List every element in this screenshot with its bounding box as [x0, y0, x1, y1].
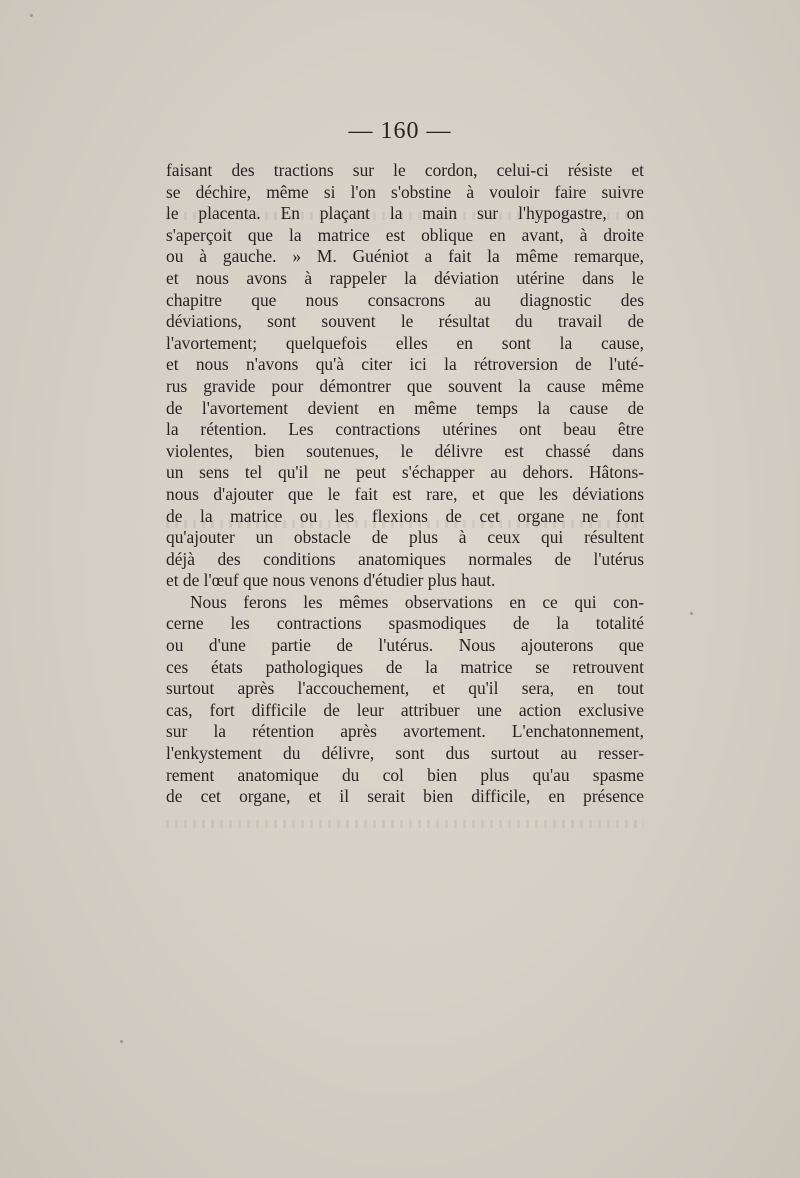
- text-line: et nous n'avons qu'à citer ici la rétroversion de l'uté-: [166, 354, 644, 375]
- paper-speck: [120, 1040, 123, 1043]
- text-line: ou à gauche. » M. Guéniot a fait la même remarque,: [166, 246, 644, 267]
- text-line: la rétention. Les contractions utérines ont beau être: [166, 419, 644, 440]
- text-line: déjà des conditions anatomiques normales de l'utérus: [166, 548, 644, 569]
- text-line: le placenta. En plaçant la main sur l'hypogastre, on: [166, 203, 644, 224]
- text-line: rement anatomique du col bien plus qu'au spasme: [166, 764, 644, 785]
- text-line: de cet organe, et il serait bien difficile, en présence: [166, 786, 644, 807]
- text-line: de l'avortement devient en même temps la cause de: [166, 397, 644, 418]
- text-line: l'avortement; quelquefois elles en sont la cause,: [166, 332, 644, 353]
- text-line: faisant des tractions sur le cordon, celui-ci résiste et: [166, 160, 644, 180]
- text-line: de la matrice ou les flexions de cet organe ne font: [166, 505, 644, 526]
- text-line: sur la rétention après avortement. L'enchatonnement,: [166, 721, 644, 742]
- paper-speck: [30, 14, 33, 17]
- text-line: surtout après l'accouchement, et qu'il sera, en tout: [166, 678, 644, 699]
- text-line: un sens tel qu'il ne peut s'échapper au dehors. Hâtons-: [166, 462, 644, 483]
- body-text: [166, 160, 644, 808]
- text-line: qu'ajouter un obstacle de plus à ceux qui résultent: [166, 527, 644, 548]
- text-line: déviations, sont souvent le résultat du travail de: [166, 311, 644, 332]
- text-line: cas, fort difficile de leur attribuer une action exclusive: [166, 699, 644, 720]
- text-line: se déchire, même si l'on s'obstine à vouloir faire suivre: [166, 181, 644, 202]
- text-line: Nous ferons les mêmes observations en ce qui con-: [190, 591, 644, 612]
- text-line: et nous avons à rappeler la déviation utérine dans le: [166, 267, 644, 288]
- text-line: ou d'une partie de l'utérus. Nous ajouterons que: [166, 635, 644, 656]
- text-line: cerne les contractions spasmodiques de la totalité: [166, 613, 644, 634]
- show-through-texture: [166, 820, 644, 828]
- text-line: nous d'ajouter que le fait est rare, et que les déviations: [166, 483, 644, 504]
- text-line: chapitre que nous consacrons au diagnostic des: [166, 289, 644, 310]
- paper-speck: [690, 612, 693, 615]
- text-line: rus gravide pour démontrer que souvent la cause même: [166, 375, 644, 396]
- text-line: l'enkystement du délivre, sont dus surtout au resser-: [166, 743, 644, 764]
- text-line: violentes, bien soutenues, le délivre est chassé dans: [166, 440, 644, 461]
- text-line: s'aperçoit que la matrice est oblique en avant, à droite: [166, 224, 644, 245]
- text-line: ces états pathologiques de la matrice se retrouvent: [166, 656, 644, 677]
- page-number: — 160 —: [348, 118, 452, 144]
- text-line: et de l'œuf que nous venons d'étudier plus haut.: [166, 570, 496, 591]
